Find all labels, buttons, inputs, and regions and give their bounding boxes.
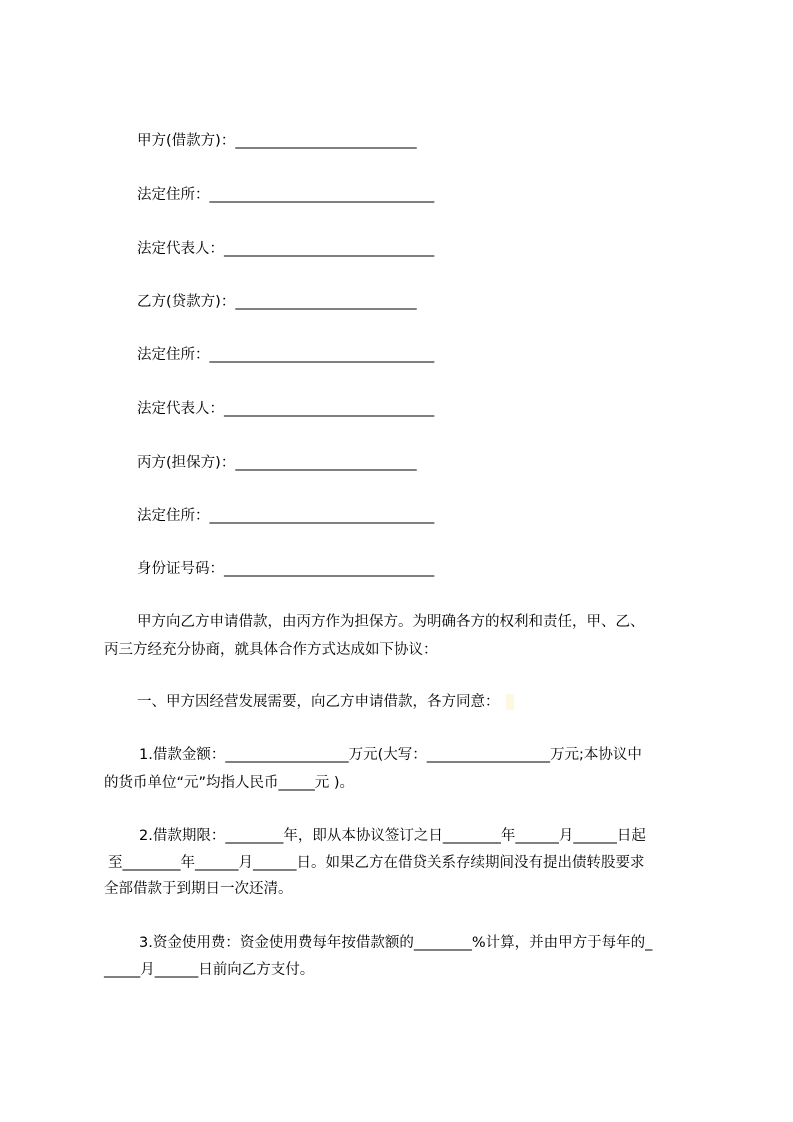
- intro-line-1: 甲方向乙方申请借款，由丙方作为担保方。为明确各方的权利和责任，甲、乙、: [137, 614, 645, 630]
- clause-1-line-2: 的货币单位“元”均指人民币_____元 )。: [104, 775, 355, 791]
- text-cursor-highlight: [506, 694, 514, 710]
- clause-2-line-2: 至________年______月______日。如果乙方在借贷关系存续期间没有提出债转股要求: [108, 855, 645, 871]
- section-heading: [137, 692, 514, 712]
- field-label: 法定代表人：: [137, 241, 224, 257]
- clause-3-line-2: _____月______日前向乙方支付。: [104, 962, 315, 978]
- field-blank: _____________________________: [224, 241, 435, 257]
- field-legal-rep: [137, 399, 434, 419]
- clause-3-line-1: 3.资金使用费：资金使用费每年按借款额的________%计算，并由甲方于每年的_: [139, 935, 653, 951]
- field-blank: _______________________________: [209, 347, 435, 363]
- field-blank: _______________________________: [209, 508, 435, 524]
- field-label: 法定住所：: [137, 347, 210, 363]
- field-blank: _______________________________: [209, 187, 435, 203]
- clause-2-line-1: 2.借款期限：________年，即从本协议签订之日________年______月______日起: [139, 828, 646, 844]
- field-party-a: [137, 131, 417, 151]
- field-label: 丙方(担保方)：: [137, 455, 236, 471]
- intro-line-2: 丙三方经充分协商，就具体合作方式达成如下协议：: [104, 642, 438, 658]
- field-address: [137, 345, 434, 365]
- field-blank: _________________________: [235, 294, 417, 310]
- field-address: [137, 506, 434, 526]
- field-blank: _________________________: [235, 133, 417, 149]
- field-blank: _____________________________: [224, 561, 435, 577]
- field-blank: _____________________________: [224, 401, 435, 417]
- field-legal-rep: [137, 239, 434, 259]
- clause-1-line-1: 1.借款金额：_________________万元(大写：_________________万元;本协议中: [139, 747, 642, 763]
- field-label: 法定住所：: [137, 187, 210, 203]
- field-id-number: [137, 559, 434, 579]
- section-heading-text: 一、甲方因经营发展需要，向乙方申请借款，各方同意：: [137, 694, 500, 710]
- field-label: 法定住所：: [137, 508, 210, 524]
- field-blank: _________________________: [235, 455, 417, 471]
- clause-2-line-3: 全部借款于到期日一次还清。: [104, 881, 293, 897]
- field-label: 甲方(借款方)：: [137, 133, 236, 149]
- field-party-c: [137, 453, 417, 473]
- field-label: 法定代表人：: [137, 401, 224, 417]
- field-label: 身份证号码：: [137, 561, 224, 577]
- field-address: [137, 185, 434, 205]
- field-label: 乙方(贷款方)：: [137, 294, 236, 310]
- field-party-b: [137, 292, 417, 312]
